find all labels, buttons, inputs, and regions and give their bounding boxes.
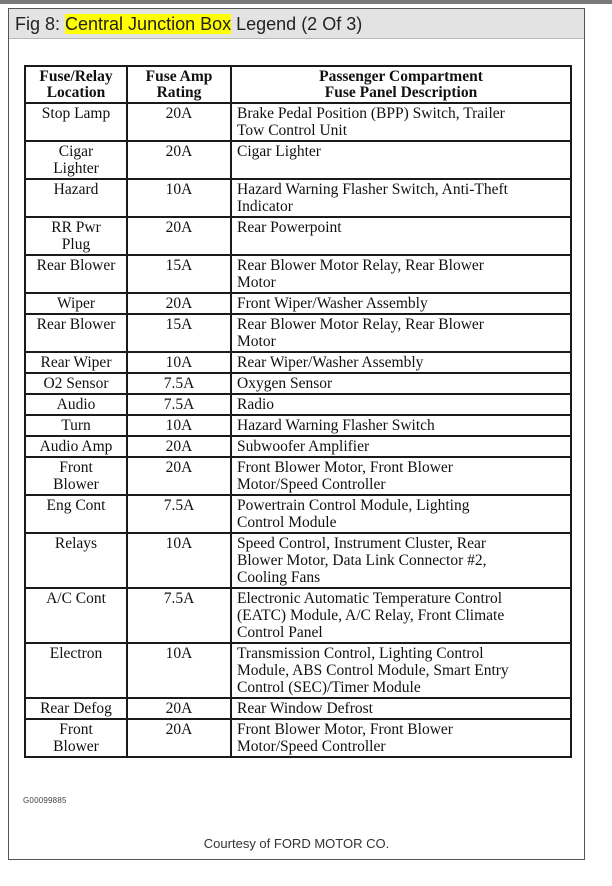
fuse-description-line: Transmission Control, Lighting Control [237,645,484,662]
fuse-location-cell [25,719,127,757]
fuse-description-line: Hazard Warning Flasher Switch [237,417,435,434]
fuse-location-cell [25,436,127,457]
fuse-location-cell [25,698,127,719]
figure-title-prefix: Fig 8: [15,14,66,34]
top-border [0,0,612,4]
fuse-location-line: Blower [53,738,99,755]
figure-title-suffix: Legend (2 Of 3) [231,14,363,34]
fuse-description-cell [231,719,571,757]
fuse-description-cell [231,495,571,533]
fuse-amp-cell: 10A [127,643,231,698]
fuse-description-cell [231,314,571,352]
fuse-description-line: Oxygen Sensor [237,375,333,392]
fuse-description-line: Rear Wiper/Washer Assembly [237,354,424,371]
fuse-location-cell [25,141,127,179]
fuse-description-line: Cooling Fans [237,569,321,586]
fuse-description-cell [231,217,571,255]
table-row [25,141,571,179]
fuse-location-cell [25,103,127,141]
fuse-description-line: Motor [237,333,276,350]
fuse-amp-cell: 15A [127,314,231,352]
table-row [25,394,571,415]
table-header-row [25,66,571,103]
fuse-description-line: Control Module [237,514,337,531]
table-row [25,255,571,293]
figure-title-highlight: Central Junction Box [65,14,232,34]
table-row [25,217,571,255]
fuse-description-line: Powertrain Control Module, Lighting [237,497,470,514]
fuse-amp-cell: 20A [127,457,231,495]
table-row [25,373,571,394]
table-row [25,643,571,698]
fuse-location-cell [25,352,127,373]
fuse-description-line: Rear Blower Motor Relay, Rear Blower [237,257,484,274]
fuse-amp-cell: 20A [127,293,231,314]
fuse-description-line: Blower Motor, Data Link Connector #2, [237,552,487,569]
fuse-amp-cell: 7.5A [127,495,231,533]
fuse-description-line: Front Blower Motor, Front Blower [237,721,453,738]
fuse-location-line: Stop Lamp [41,105,111,122]
fuse-location-line: O2 Sensor [43,375,109,392]
fuse-location-cell [25,373,127,394]
fuse-description-cell [231,293,571,314]
fuse-amp-cell: 20A [127,698,231,719]
fuse-description-line: Rear Powerpoint [237,219,342,236]
fuse-location-line: Wiper [56,295,96,312]
fuse-description-line: Motor/Speed Controller [237,738,386,755]
courtesy-credit: Courtesy of FORD MOTOR CO. [203,836,390,851]
fuse-amp-cell: 10A [127,179,231,217]
fuse-location-cell [25,457,127,495]
header-line: Fuse/Relay [39,68,113,85]
fuse-location-cell [25,255,127,293]
fuse-description-cell [231,588,571,643]
fuse-description-cell [231,352,571,373]
table-row [25,457,571,495]
fuse-amp-cell: 15A [127,255,231,293]
header-line: Location [46,84,106,101]
image-code: G00099885 [23,796,67,805]
fuse-description-cell [231,436,571,457]
fuse-description-line: Cigar Lighter [237,143,321,160]
fuse-description-line: Front Blower Motor, Front Blower [237,459,453,476]
table-row [25,179,571,217]
fuse-location-line: Rear Defog [40,700,112,717]
fuse-description-line: Radio [237,396,275,413]
fuse-location-line: Relays [54,535,98,552]
header-line: Rating [156,84,202,101]
fuse-location-cell [25,643,127,698]
table-row [25,533,571,588]
table-row [25,436,571,457]
fuse-location-line: Turn [61,417,91,434]
fuse-amp-cell: 10A [127,352,231,373]
header-description [231,66,571,103]
fuse-description-cell [231,415,571,436]
fuse-description-line: Tow Control Unit [237,122,347,139]
fuse-description-cell [231,457,571,495]
fuse-location-cell [25,415,127,436]
fuse-description-cell [231,698,571,719]
fuse-amp-cell: 10A [127,533,231,588]
header-location [25,66,127,103]
table-row [25,103,571,141]
header-line: Fuse Amp [145,68,213,85]
fuse-location-line: Front [59,721,93,738]
fuse-amp-cell: 20A [127,719,231,757]
fuse-location-line: Plug [61,236,91,253]
fuse-location-line: Rear Wiper [40,354,112,371]
figure-title [9,9,584,39]
fuse-location-line: RR Pwr [51,219,101,236]
header-line: Passenger Compartment [319,68,483,85]
fuse-description-line: Rear Window Defrost [237,700,373,717]
fuse-location-cell [25,314,127,352]
fuse-location-line: Blower [53,476,99,493]
fuse-location-cell [25,588,127,643]
table-row [25,698,571,719]
table-row [25,588,571,643]
fuse-description-cell [231,255,571,293]
table-row [25,719,571,757]
fuse-description-cell [231,373,571,394]
fuse-description-cell [231,103,571,141]
fuse-description-line: Speed Control, Instrument Cluster, Rear [237,535,487,552]
fuse-location-line: Hazard [53,181,99,198]
fuse-description-line: Hazard Warning Flasher Switch, Anti-Theft [237,181,508,198]
header-line: Fuse Panel Description [324,84,478,101]
fuse-location-line: A/C Cont [46,590,106,607]
fuse-description-line: Motor [237,274,276,291]
fuse-location-line: Audio [56,396,96,413]
fuse-amp-cell: 10A [127,415,231,436]
fuse-amp-cell: 20A [127,436,231,457]
fuse-location-line: Eng Cont [46,497,106,514]
table-row [25,293,571,314]
table-row [25,352,571,373]
fuse-location-cell [25,293,127,314]
fuse-amp-cell: 7.5A [127,588,231,643]
fuse-description-line: Motor/Speed Controller [237,476,386,493]
fuse-description-cell [231,141,571,179]
figure-frame [8,8,585,860]
fuse-amp-cell: 7.5A [127,394,231,415]
fuse-location-cell [25,179,127,217]
fuse-description-line: (EATC) Module, A/C Relay, Front Climate [237,607,505,624]
fuse-description-cell [231,533,571,588]
fuse-amp-cell: 7.5A [127,373,231,394]
fuse-location-line: Front [59,459,93,476]
fuse-location-cell [25,394,127,415]
fuse-description-line: Indicator [237,198,293,215]
fuse-amp-cell: 20A [127,217,231,255]
fuse-description-line: Control Panel [237,624,323,641]
table-row [25,415,571,436]
table-row [25,495,571,533]
fuse-description-line: Brake Pedal Position (BPP) Switch, Trailer [237,105,505,122]
fuse-amp-cell: 20A [127,103,231,141]
fuse-amp-cell: 20A [127,141,231,179]
fuse-description-cell [231,179,571,217]
fuse-location-line: Electron [49,645,103,662]
fuse-location-line: Rear Blower [36,257,116,274]
fuse-location-cell [25,533,127,588]
fuse-description-line: Module, ABS Control Module, Smart Entry [237,662,509,679]
fuse-description-cell [231,394,571,415]
fuse-location-line: Rear Blower [36,316,116,333]
fuse-location-cell [25,217,127,255]
fuse-legend-table [24,65,572,758]
fuse-description-cell [231,643,571,698]
fuse-description-line: Electronic Automatic Temperature Control [237,590,503,607]
fuse-description-line: Control (SEC)/Timer Module [237,679,421,696]
fuse-location-cell [25,495,127,533]
fuse-description-line: Subwoofer Amplifier [237,438,370,455]
table-body [25,103,571,757]
table-row [25,314,571,352]
fuse-location-line: Cigar [58,143,94,160]
fuse-location-line: Audio Amp [39,438,113,455]
fuse-location-line: Lighter [53,160,99,177]
header-amp [127,66,231,103]
fuse-description-line: Front Wiper/Washer Assembly [237,295,428,312]
fuse-description-line: Rear Blower Motor Relay, Rear Blower [237,316,484,333]
